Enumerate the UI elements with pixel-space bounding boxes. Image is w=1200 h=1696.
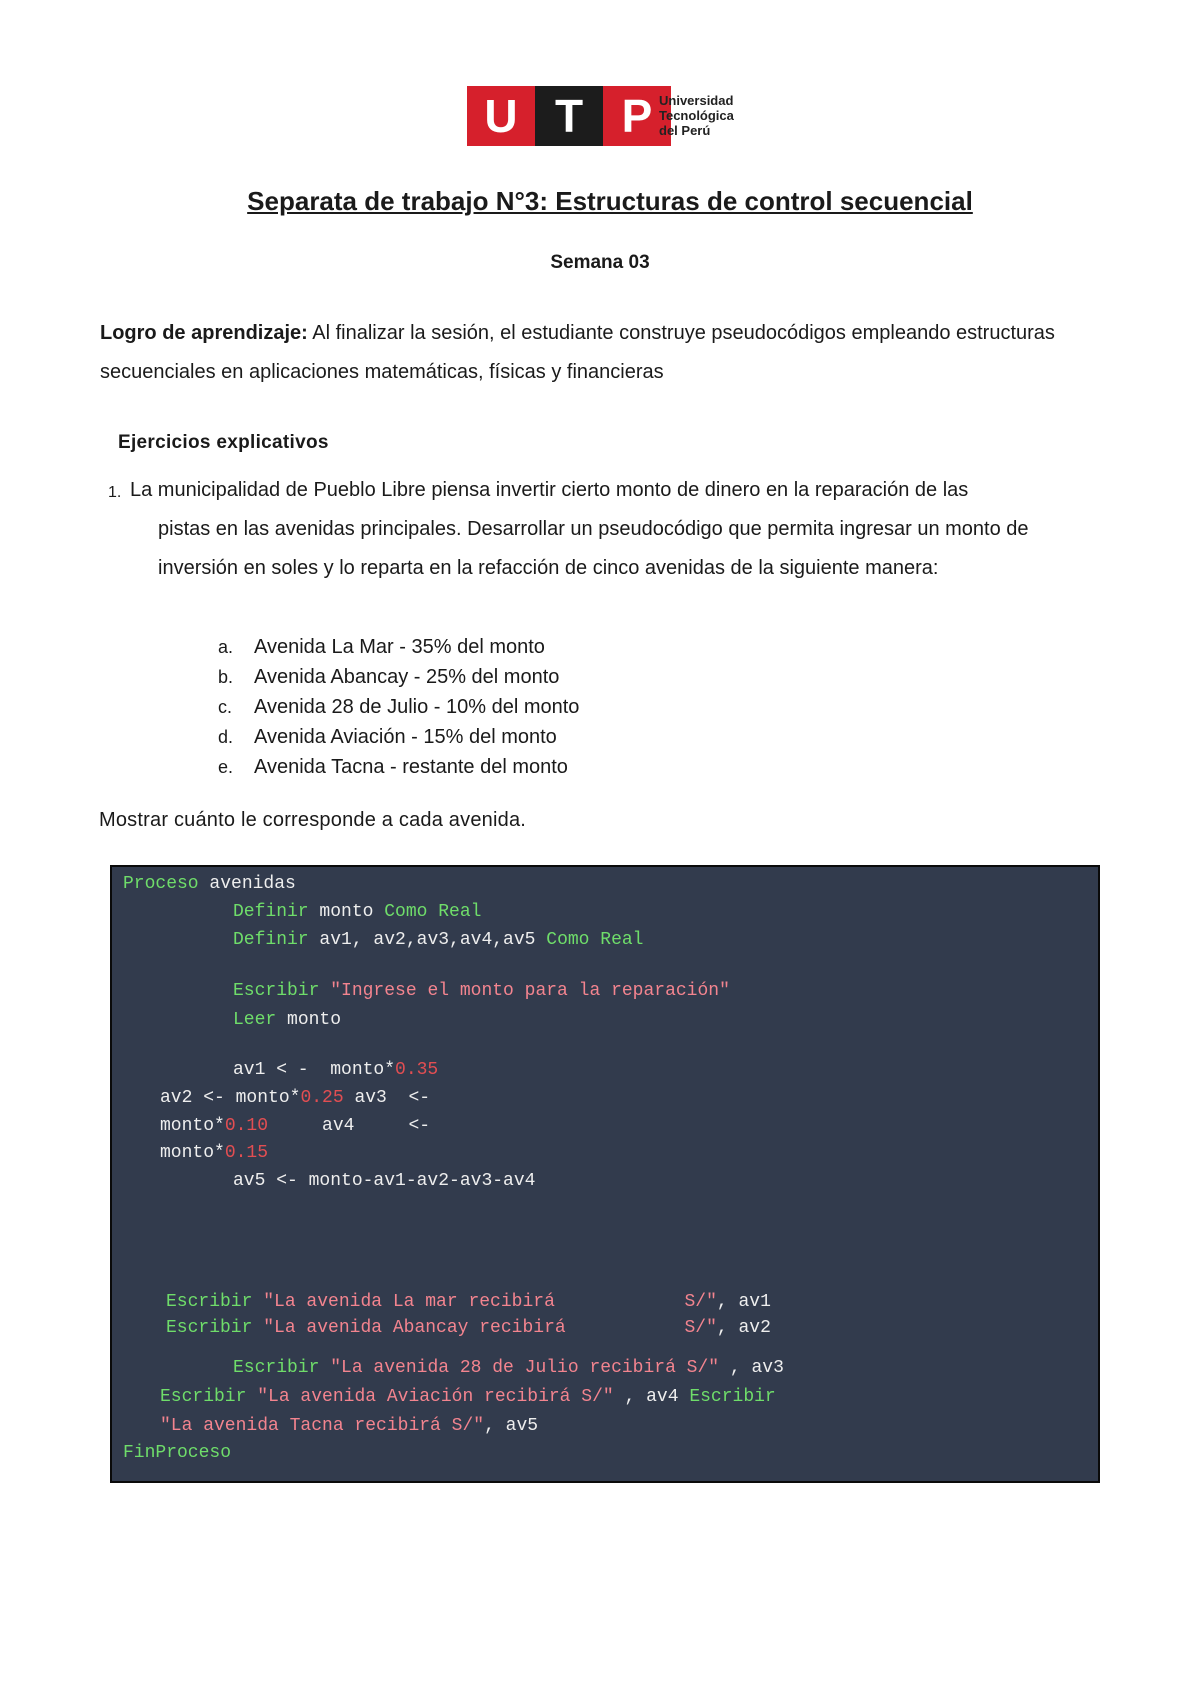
code-line: Escribir "Ingrese el monto para la reparación": [233, 981, 730, 1001]
list-item: [218, 692, 579, 722]
section-title: Ejercicios explicativos: [118, 432, 329, 453]
exercise-1: [108, 471, 1118, 588]
list-text: Avenida Aviación - 15% del monto: [254, 726, 557, 748]
logo-text-line-2: Tecnológica: [659, 108, 734, 123]
logo-text-line-1: Universidad: [659, 93, 734, 108]
closing-instruction: Mostrar cuánto le corresponde a cada avenida.: [99, 809, 527, 831]
list-item: [218, 752, 579, 782]
list-marker: c.: [218, 697, 233, 717]
list-marker: b.: [218, 667, 234, 687]
exercise-line: pistas en las avenidas principales. Desarrollar un pseudocódigo que permita ingresar un monto de: [158, 518, 1029, 540]
code-line: av5 <- monto-av1-av2-av3-av4: [233, 1171, 536, 1191]
logo-text: [659, 93, 734, 138]
list-item: [218, 632, 579, 662]
list-item: [218, 662, 579, 692]
avenue-list: [218, 632, 579, 782]
learning-objective: [100, 314, 1120, 392]
logo-letter-u: U: [467, 86, 535, 146]
list-text: Avenida Tacna - restante del monto: [254, 756, 568, 778]
code-line: FinProceso: [123, 1443, 232, 1463]
objective-text: Al finalizar la sesión, el estudiante construye pseudocódigos empleando estructuras secuenciales en aplicaciones matemáticas, físicas y financieras: [100, 322, 1055, 383]
code-line: Proceso avenidas: [123, 874, 296, 894]
logo-letter-t: T: [535, 86, 603, 146]
code-line: Escribir "La avenida Abancay recibirá S/", av2: [166, 1318, 771, 1338]
code-line: Escribir "La avenida 28 de Julio recibirá S/" , av3: [233, 1358, 784, 1378]
list-text: Avenida Abancay - 25% del monto: [254, 666, 560, 688]
code-line: Escribir "La avenida La mar recibirá S/", av1: [166, 1292, 771, 1312]
logo-letter-p: P: [603, 86, 671, 146]
code-line: Escribir "La avenida Aviación recibirá S/" , av4 Escribir: [160, 1387, 776, 1407]
list-text: Avenida 28 de Julio - 10% del monto: [254, 696, 580, 718]
code-line: "La avenida Tacna recibirá S/", av5: [160, 1416, 539, 1436]
exercise-number: 1.: [108, 484, 122, 501]
code-line: monto*0.10 av4 <-: [160, 1116, 431, 1136]
exercise-line: inversión en soles y lo reparta en la refacción de cinco avenidas de la siguiente manera:: [158, 557, 939, 579]
code-line: Definir monto Como Real: [233, 902, 482, 922]
week-label: Semana 03: [550, 252, 650, 273]
list-marker: e.: [218, 757, 234, 777]
list-item: [218, 722, 579, 752]
code-line: av2 <- monto*0.25 av3 <-: [160, 1088, 431, 1108]
pseudocode-block: [110, 865, 1100, 1483]
utp-logo: [467, 86, 742, 148]
list-marker: d.: [218, 727, 234, 747]
document-title: Separata de trabajo N°3: Estructuras de control secuencial: [247, 186, 973, 216]
code-line: av1 < - monto*0.35: [233, 1060, 439, 1080]
objective-label: Logro de aprendizaje:: [100, 322, 308, 344]
exercise-line: La municipalidad de Pueblo Libre piensa invertir cierto monto de dinero en la reparación de las: [130, 479, 969, 501]
list-marker: a.: [218, 637, 234, 657]
list-text: Avenida La Mar - 35% del monto: [254, 636, 545, 658]
code-line: monto*0.15: [160, 1143, 269, 1163]
code-line: Leer monto: [233, 1010, 342, 1030]
code-line: Definir av1, av2,av3,av4,av5 Como Real: [233, 930, 644, 950]
logo-text-line-3: del Perú: [659, 123, 711, 138]
